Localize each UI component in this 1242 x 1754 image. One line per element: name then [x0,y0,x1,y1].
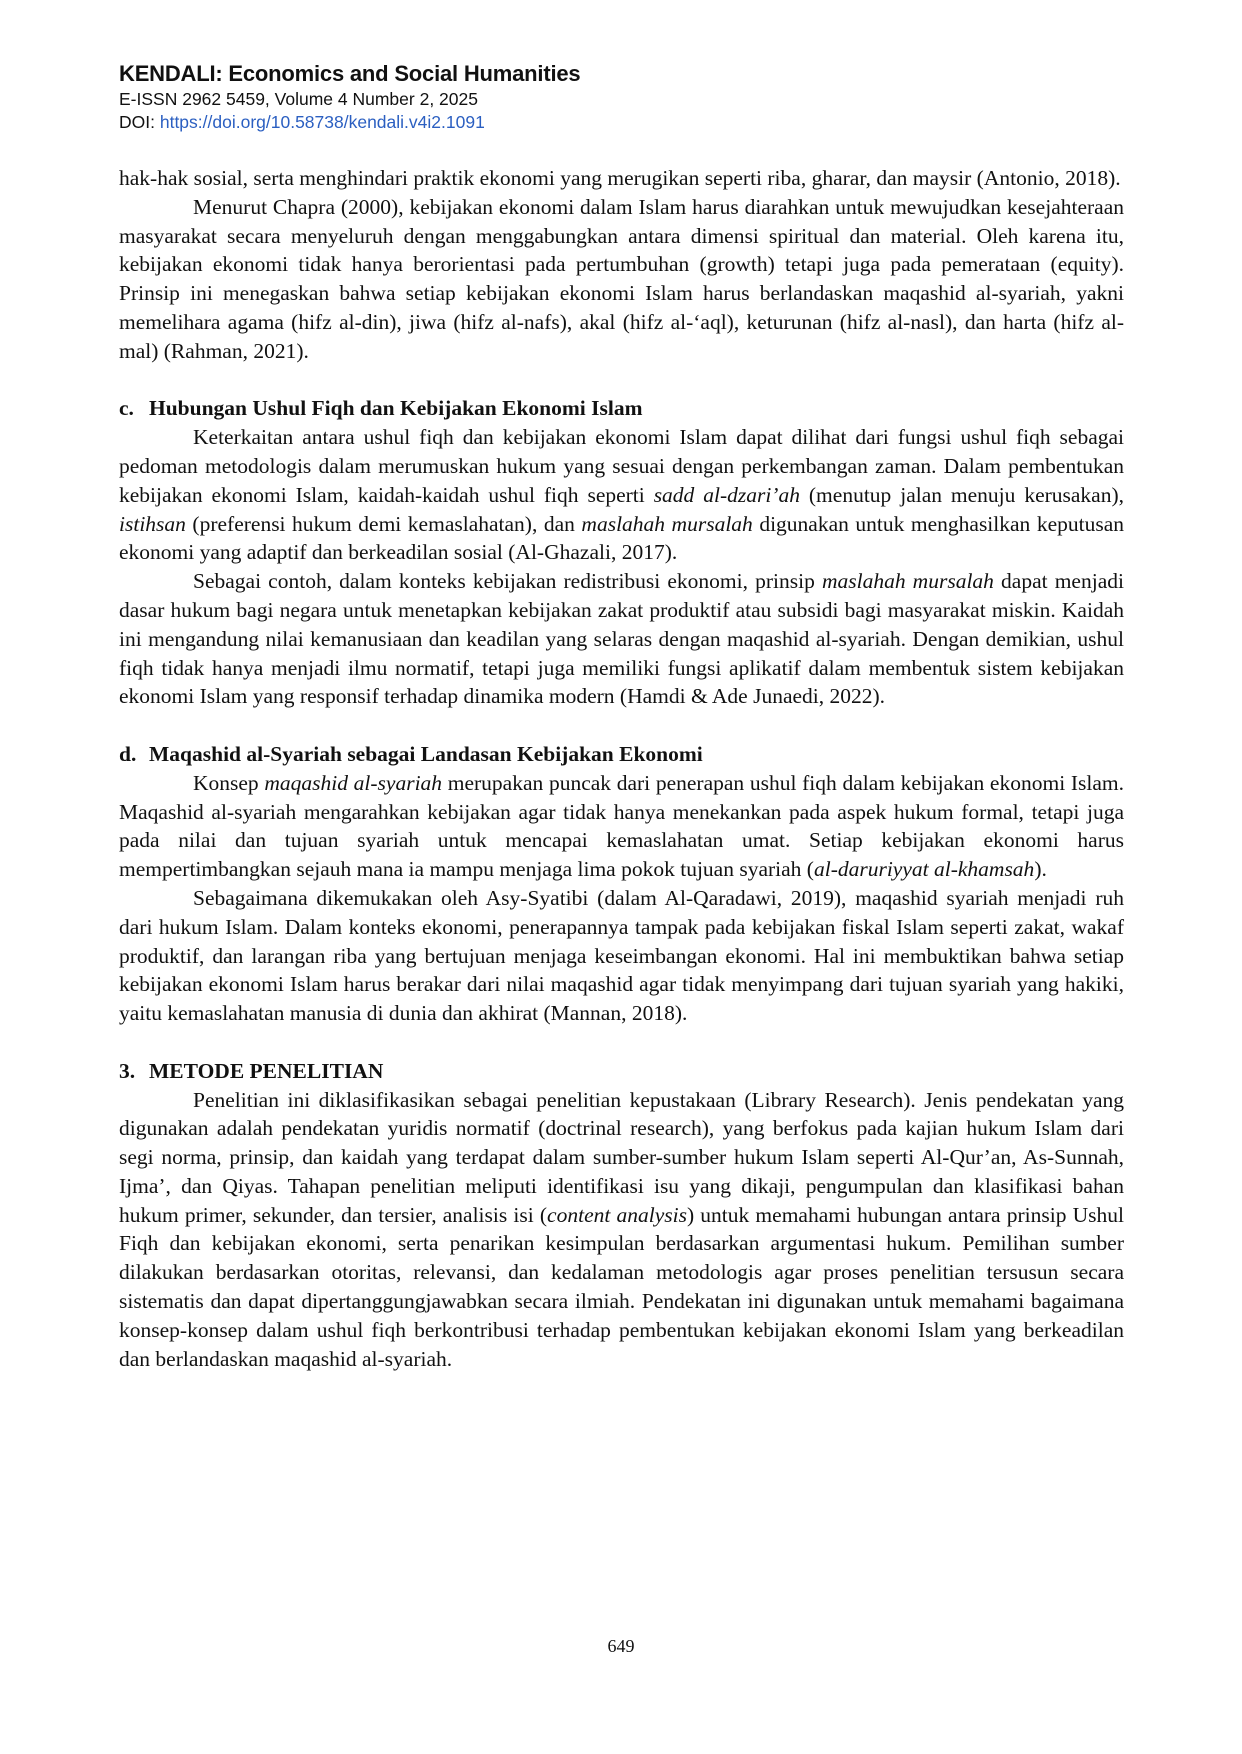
term-al-daruriyyat-al-khamsah: al-daruriyyat al-khamsah [813,857,1035,882]
page-body [119,164,1124,1373]
term-maslahah-mursalah: maslahah mursalah [821,569,994,594]
section-heading-3 [119,1057,1124,1086]
section-title: Hubungan Ushul Fiqh dan Kebijakan Ekonomi Islam [149,396,643,421]
doi-label: DOI: [119,112,160,132]
paragraph-contoh: Sebagai contoh, dalam konteks kebijakan redistribusi ekonomi, prinsip maslahah mursalah dapat menjadi dasar hukum bagi negara untuk menetapkan kebijakan zakat produktif atau subsidi bagi masyarakat miskin. Kaidah ini mengandung nilai kemanusiaan dan keadilan yang selaras dengan maqashid al-syariah. Dengan demikian, ushul fiqh tidak hanya menjadi ilmu normatif, tetapi juga memiliki fungsi aplikatif dalam membentuk sistem kebijakan ekonomi Islam yang responsif terhadap dinamika modern (Hamdi & Ade Junaedi, 2022). [119,569,1124,709]
section-heading-c [119,394,1124,423]
term-sadd-al-dzariah: sadd al-dzari’ah [653,482,800,507]
paragraph-continued: hak-hak sosial, serta menghindari praktik ekonomi yang merugikan seperti riba, gharar, dan maysir (Antonio, 2018). [119,166,1121,190]
running-header [119,60,580,134]
doi-link[interactable]: https://doi.org/10.58738/kendali.v4i2.1091 [159,112,485,132]
issn-volume-line: E-ISSN 2962 5459, Volume 4 Number 2, 2025 [119,89,478,109]
section-number: 3. [119,1058,136,1083]
journal-title: KENDALI: Economics and Social Humanities [119,61,581,86]
page-number: 649 [607,1636,635,1656]
paragraph-asy-syatibi: Sebagaimana dikemukakan oleh Asy-Syatibi (dalam Al-Qaradawi, 2019), maqashid syariah menjadi ruh dari hukum Islam. Dalam konteks ekonomi, penerapannya tampak pada kebijakan fiskal Islam seperti zakat, wakaf produktif, dan larangan riba yang bertujuan menjaga keseimbangan ekonomi. Hal ini membuktikan bahwa setiap kebijakan ekonomi Islam harus berakar dari nilai maqashid agar tidak menyimpang dari tujuan syariah yang hakiki, yaitu kemaslahatan manusia di dunia dan akhirat (Mannan, 2018). [119,885,1124,1026]
term-maslahah-mursalah: maslahah mursalah [581,511,753,536]
term-content-analysis: content analysis [547,1202,687,1227]
paragraph-konsep: Konsep maqashid al-syariah merupakan puncak dari penerapan ushul fiqh dalam kebijakan ekonomi Islam. Maqashid al-syariah mengarahkan kebijakan agar tidak hanya menekankan pada aspek hukum formal, tetapi juga pada nilai dan tujuan syariah untuk mencapai kemaslahatan umat. Setiap kebijakan ekonomi harus mempertimbangkan sejauh mana ia mampu menjaga lima pokok tujuan syariah (al-daruriyyat al-khamsah). [119,770,1124,882]
term-istihsan: istihsan [119,511,186,536]
paragraph-keterkaitan: Keterkaitan antara ushul fiqh dan kebijakan ekonomi Islam dapat dilihat dari fungsi ushul fiqh sebagai pedoman metodologis dalam merumuskan hukum yang sesuai dengan perkembangan zaman. Dalam pembentukan kebijakan ekonomi Islam, kaidah-kaidah ushul fiqh seperti sadd al-dzari’ah (menutup jalan menuju kerusakan), istihsan (preferensi hukum demi kemaslahatan), dan maslahah mursalah digunakan untuk menghasilkan keputusan ekonomi yang adaptif dan berkeadilan sosial (Al-Ghazali, 2017). [119,425,1125,565]
section-number: c. [119,396,134,421]
paragraph-chapra: Menurut Chapra (2000), kebijakan ekonomi dalam Islam harus diarahkan untuk mewujudkan kesejahteraan masyarakat secara menyeluruh dengan menggabungkan antara dimensi spiritual dan material. Oleh karena itu, kebijakan ekonomi tidak hanya berorientasi pada pertumbuhan (growth) tetapi juga pada pemerataan (equity). Prinsip ini menegaskan bahwa setiap kebijakan ekonomi Islam harus berlandaskan maqashid al-syariah, yakni memelihara agama (hifz al-din), jiwa (hifz al-nafs), akal (hifz al-‘aql), keturunan (hifz al-nasl), dan harta (hifz al-mal) (Rahman, 2021). [119,194,1124,363]
paragraph-metode: Penelitian ini diklasifikasikan sebagai penelitian kepustakaan (Library Research). Jenis pendekatan yang digunakan adalah pendekatan yuridis normatif (doctrinal research), yang berfokus pada kajian hukum Islam dari segi norma, prinsip, dan kaidah yang terdapat dalam sumber-sumber hukum Islam seperti Al-Qur’an, As-Sunnah, Ijma’, dan Qiyas. Tahapan penelitian meliputi identifikasi isu yang dikaji, pengumpulan dan klasifikasi bahan hukum primer, sekunder, dan tersier, analisis isi (content analysis) untuk memahami hubungan antara prinsip Ushul Fiqh dan kebijakan ekonomi, serta penarikan kesimpulan berdasarkan argumentasi hukum. Pemilihan sumber dilakukan berdasarkan otoritas, relevansi, dan kedalaman metodologis agar proses penelitian tersusun secara sistematis dan dapat dipertanggungjawabkan secara ilmiah. Pendekatan ini digunakan untuk memahami bagaimana konsep-konsep dalam ushul fiqh berkontribusi terhadap pembentukan kebijakan ekonomi Islam yang berkeadilan dan berlandaskan maqashid al-syariah. [119,1087,1124,1371]
section-title: METODE PENELITIAN [149,1058,384,1083]
section-heading-d [119,740,1124,769]
section-number: d. [119,741,137,766]
doi-line [119,111,580,134]
section-title: Maqashid al-Syariah sebagai Landasan Kebijakan Ekonomi [149,741,703,766]
term-maqashid-al-syariah: maqashid al-syariah [264,770,443,795]
